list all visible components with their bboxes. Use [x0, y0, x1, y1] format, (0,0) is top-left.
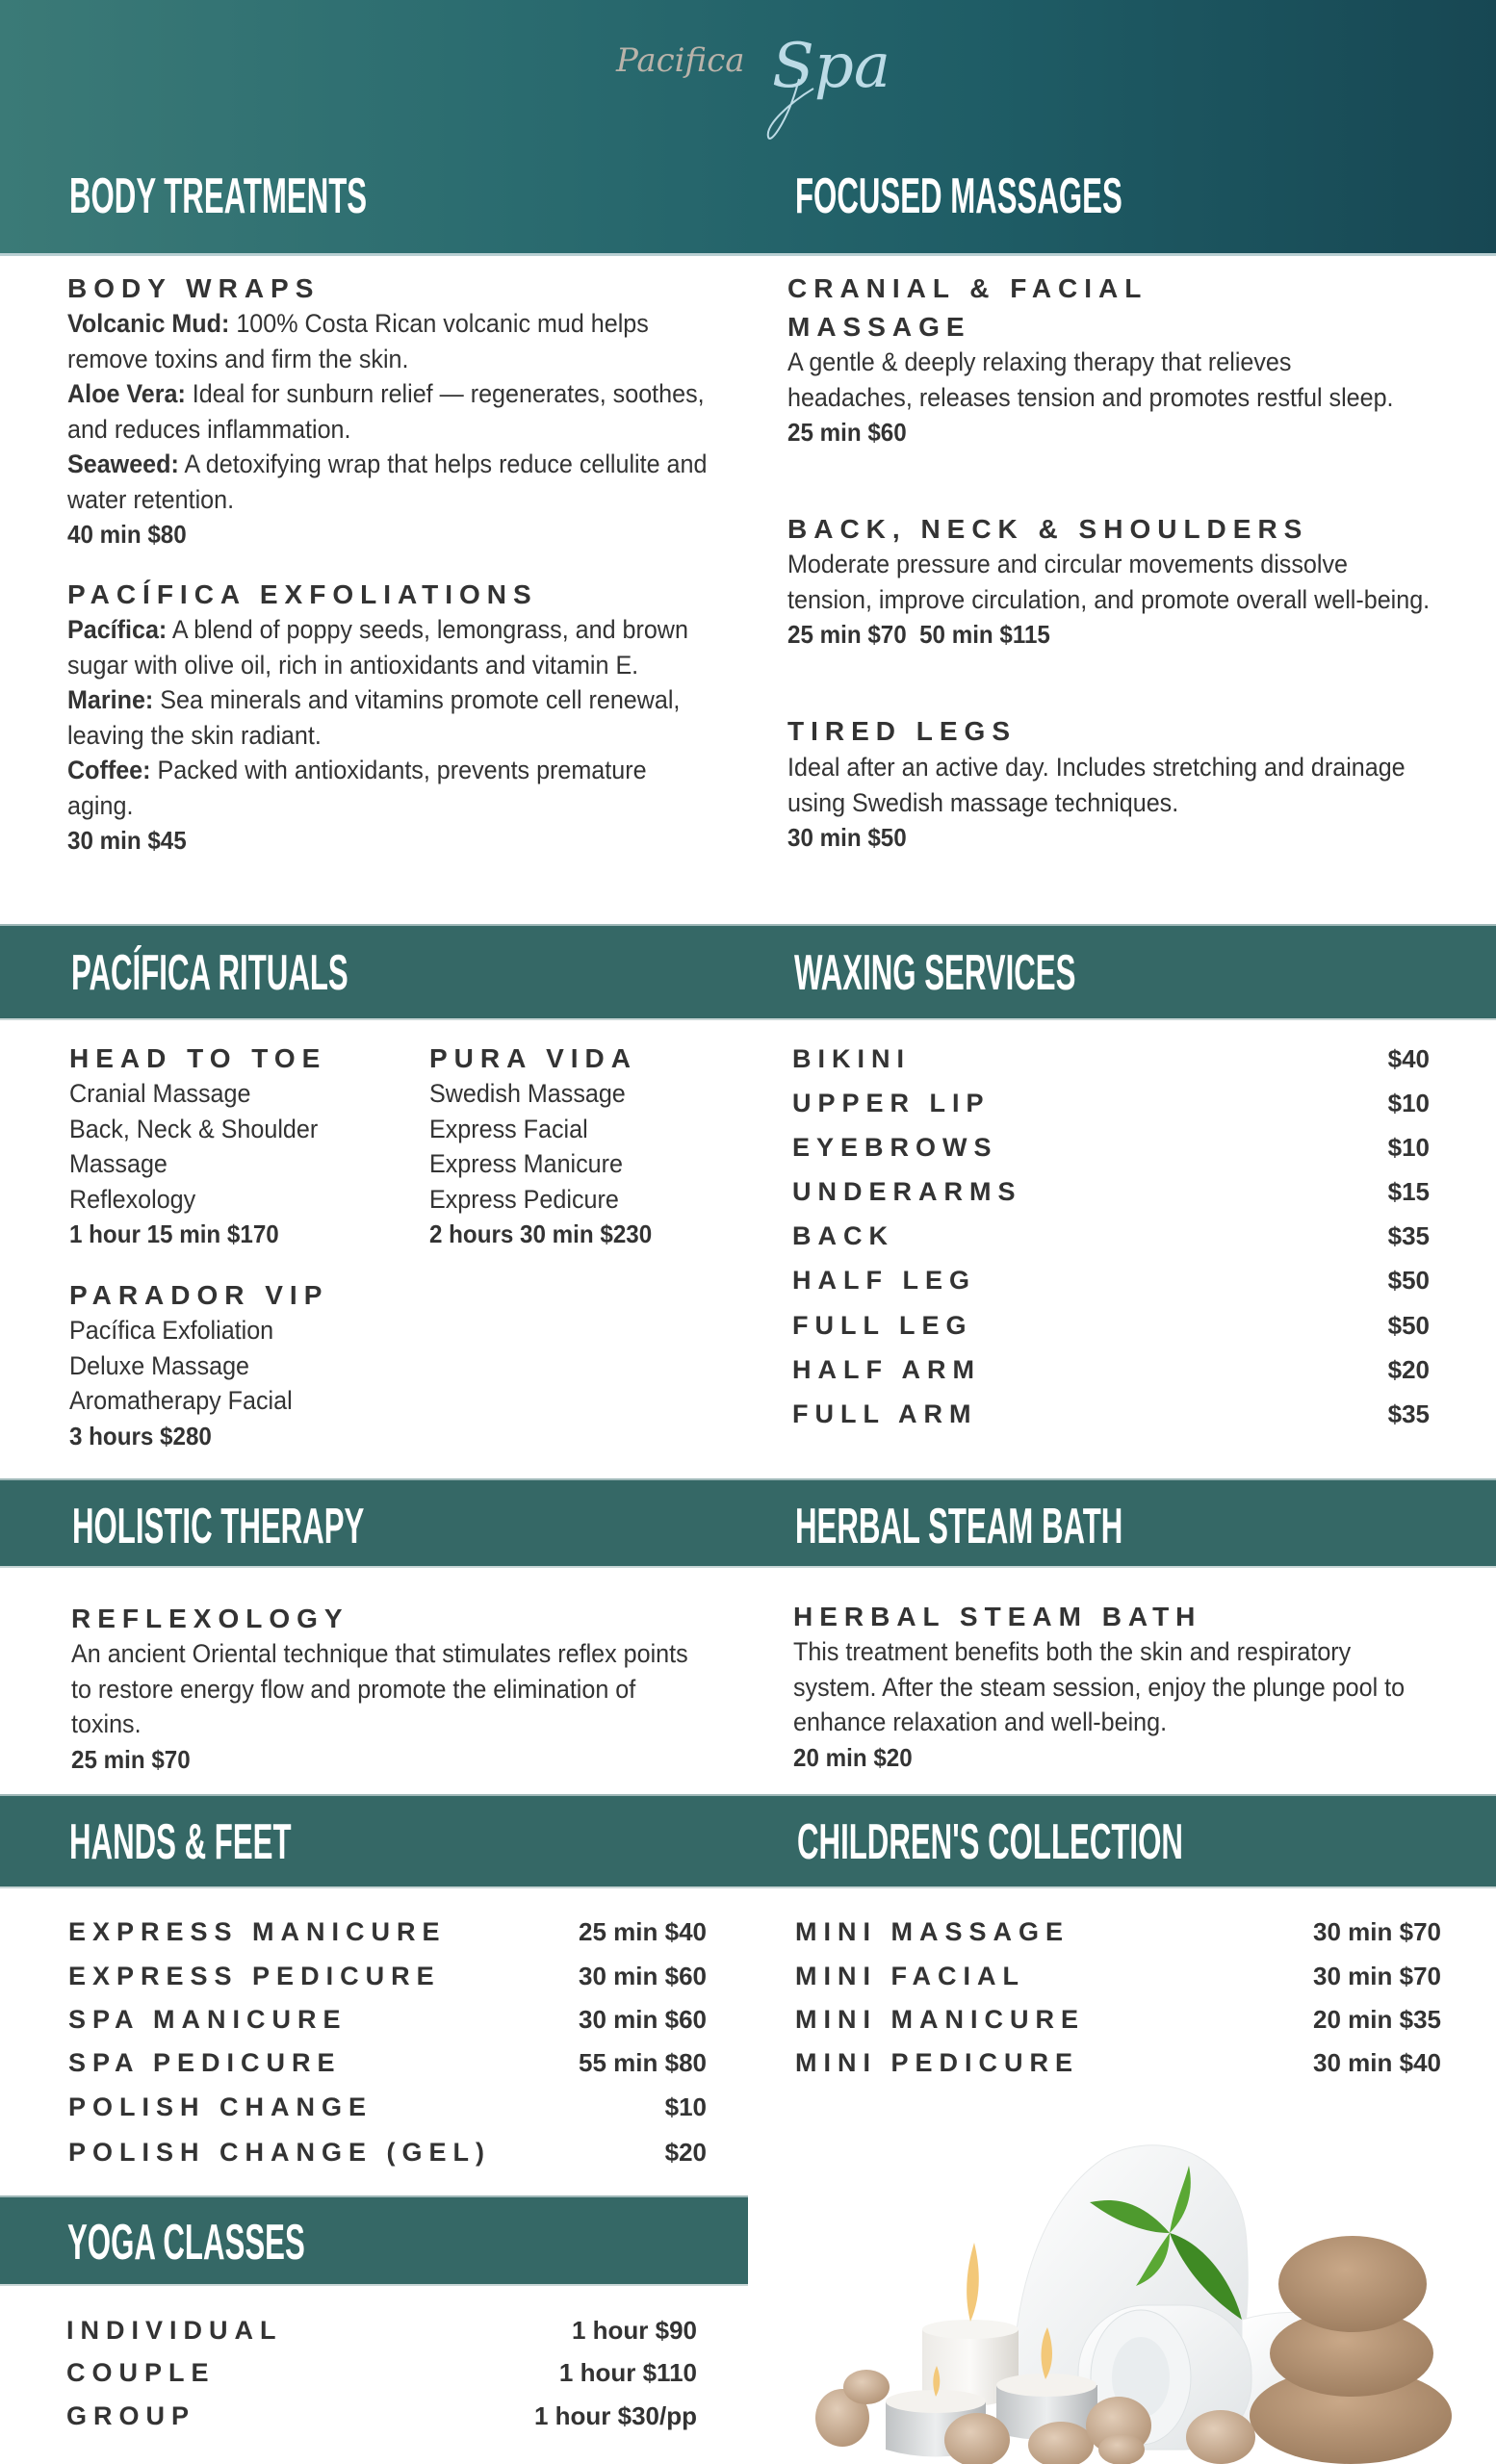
- logo-text-spa: Spa: [772, 31, 890, 102]
- item-title-body-wraps: BODY WRAPS: [67, 273, 321, 303]
- item-title-reflexology: REFLEXOLOGY: [71, 1604, 349, 1633]
- body-wraps-description: Volcanic Mud: 100% Costa Rican volcanic mud helps remove toxins and firm the skin. Aloe Vera: Ideal for sunburn relief — regenerates, soothes, and reduces inflammation. Seaweed: A detoxifying wrap that helps reduce cellulite and water retention. 40 min $80: [67, 306, 712, 552]
- pacifica-spa-logo: [606, 12, 895, 156]
- price-head-to-toe: 1 hour 15 min $170: [69, 1219, 279, 1248]
- hands-row-polish-change: POLISH CHANGE $10: [68, 2092, 707, 2121]
- waxing-row-half-leg: HALF LEG $50: [792, 1265, 1430, 1295]
- item-title-pacifica-exfoliations: PACÍFICA EXFOLIATIONS: [67, 579, 538, 609]
- hands-row-polish-change-gel: POLISH CHANGE (GEL) $20: [68, 2137, 707, 2167]
- hands-row-spa-pedicure: SPA PEDICURE 55 min $80: [68, 2047, 707, 2077]
- waxing-row-upper-lip: UPPER LIP $10: [792, 1088, 1430, 1117]
- section-heading-waxing-services: WAXING SERVICES: [794, 945, 1076, 1001]
- section-heading-herbal-steam-bath: HERBAL STEAM BATH: [795, 1499, 1123, 1554]
- item-title-pura-vida: PURA VIDA: [429, 1043, 637, 1073]
- waxing-row-back: BACK $35: [792, 1220, 1430, 1250]
- price-reflexology: 25 min $70: [71, 1744, 191, 1774]
- item-title-cranial-facial-line2: MASSAGE: [787, 312, 971, 342]
- hands-row-spa-manicure: SPA MANICURE 30 min $60: [68, 2004, 707, 2034]
- price-exfoliations: 30 min $45: [67, 826, 187, 855]
- item-title-parador-vip: PARADOR VIP: [69, 1280, 329, 1310]
- price-back-neck-shoulders: 25 min $70 50 min $115: [787, 620, 1050, 649]
- section-heading-hands-feet: HANDS & FEET: [69, 1814, 292, 1870]
- yoga-row-individual: INDIVIDUAL 1 hour $90: [66, 2315, 697, 2345]
- hands-row-express-manicure: EXPRESS MANICURE 25 min $40: [68, 1916, 707, 1946]
- item-title-head-to-toe: HEAD TO TOE: [69, 1043, 327, 1073]
- section-heading-yoga-classes: YOGA CLASSES: [67, 2215, 305, 2271]
- section-heading-body-treatments: BODY TREATMENTS: [69, 168, 368, 224]
- back-neck-shoulders-description: Moderate pressure and circular movements dissolve tension, improve circulation, and promote overall well-being. 25 min $70 50 min $115: [787, 547, 1432, 653]
- logo-text-pacifica: Pacifica: [616, 41, 745, 80]
- item-title-cranial-facial-line1: CRANIAL & FACIAL: [787, 273, 1148, 303]
- children-row-mini-pedicure: MINI PEDICURE 30 min $40: [795, 2047, 1441, 2077]
- cranial-facial-description: A gentle & deeply relaxing therapy that relieves headaches, releases tension and promotes restful sleep. 25 min $60: [787, 345, 1414, 450]
- price-parador-vip: 3 hours $280: [69, 1421, 212, 1450]
- children-row-mini-facial: MINI FACIAL 30 min $70: [795, 1961, 1441, 1990]
- waxing-row-eyebrows: EYEBROWS $10: [792, 1132, 1430, 1162]
- waxing-row-full-arm: FULL ARM $35: [792, 1399, 1430, 1428]
- price-herbal-steam: 20 min $20: [793, 1742, 913, 1772]
- price-body-wraps: 40 min $80: [67, 520, 187, 549]
- section-heading-focused-massages: FOCUSED MASSAGES: [795, 168, 1122, 224]
- hands-row-express-pedicure: EXPRESS PEDICURE 30 min $60: [68, 1961, 707, 1990]
- section-heading-holistic-therapy: HOLISTIC THERAPY: [72, 1499, 365, 1554]
- price-pura-vida: 2 hours 30 min $230: [429, 1219, 653, 1248]
- waxing-row-bikini: BIKINI $40: [792, 1043, 1430, 1073]
- item-title-back-neck-shoulders: BACK, NECK & SHOULDERS: [787, 514, 1309, 544]
- section-heading-childrens-collection: CHILDREN'S COLLECTION: [797, 1814, 1183, 1870]
- parador-vip-list: Pacífica Exfoliation Deluxe Massage Aromatherapy Facial 3 hours $280: [69, 1313, 392, 1453]
- tired-legs-description: Ideal after an active day. Includes stretching and drainage using Swedish massage techniques. 30 min $50: [787, 750, 1432, 856]
- reflexology-description: An ancient Oriental technique that stimulates reflex points to restore energy flow and promote the elimination of toxins. 25 min $70: [71, 1636, 698, 1777]
- spa-stones-towels-candles-image: [789, 2098, 1463, 2464]
- waxing-row-underarms: UNDERARMS $15: [792, 1176, 1430, 1206]
- exfoliations-description: Pacífica: A blend of poppy seeds, lemongrass, and brown sugar with olive oil, rich in antioxidants and vitamin E. Marine: Sea minerals and vitamins promote cell renewal, leaving the skin radiant. Coffee: Packed with antioxidants, prevents premature aging. 30 min $45: [67, 612, 712, 859]
- head-to-toe-list: Cranial Massage Back, Neck & Shoulder Massage Reflexology 1 hour 15 min $170: [69, 1076, 392, 1252]
- waxing-row-full-leg: FULL LEG $50: [792, 1310, 1430, 1340]
- section-heading-pacifica-rituals: PACÍFICA RITUALS: [71, 945, 348, 1001]
- children-row-mini-massage: MINI MASSAGE 30 min $70: [795, 1916, 1441, 1946]
- children-row-mini-manicure: MINI MANICURE 20 min $35: [795, 2004, 1441, 2034]
- pura-vida-list: Swedish Massage Express Facial Express Manicure Express Pedicure 2 hours 30 min $230: [429, 1076, 734, 1252]
- price-cranial-facial: 25 min $60: [787, 418, 907, 447]
- price-tired-legs: 30 min $50: [787, 823, 907, 852]
- item-title-tired-legs: TIRED LEGS: [787, 716, 1018, 746]
- item-title-herbal-steam-bath: HERBAL STEAM BATH: [793, 1602, 1202, 1631]
- yoga-row-couple: COUPLE 1 hour $110: [66, 2357, 697, 2387]
- herbal-steam-description: This treatment benefits both the skin and respiratory system. After the steam session, enjoy the plunge pool to enhance relaxation and well-being. 20 min $20: [793, 1634, 1438, 1775]
- waxing-row-half-arm: HALF ARM $20: [792, 1354, 1430, 1384]
- yoga-row-group: GROUP 1 hour $30/pp: [66, 2400, 697, 2430]
